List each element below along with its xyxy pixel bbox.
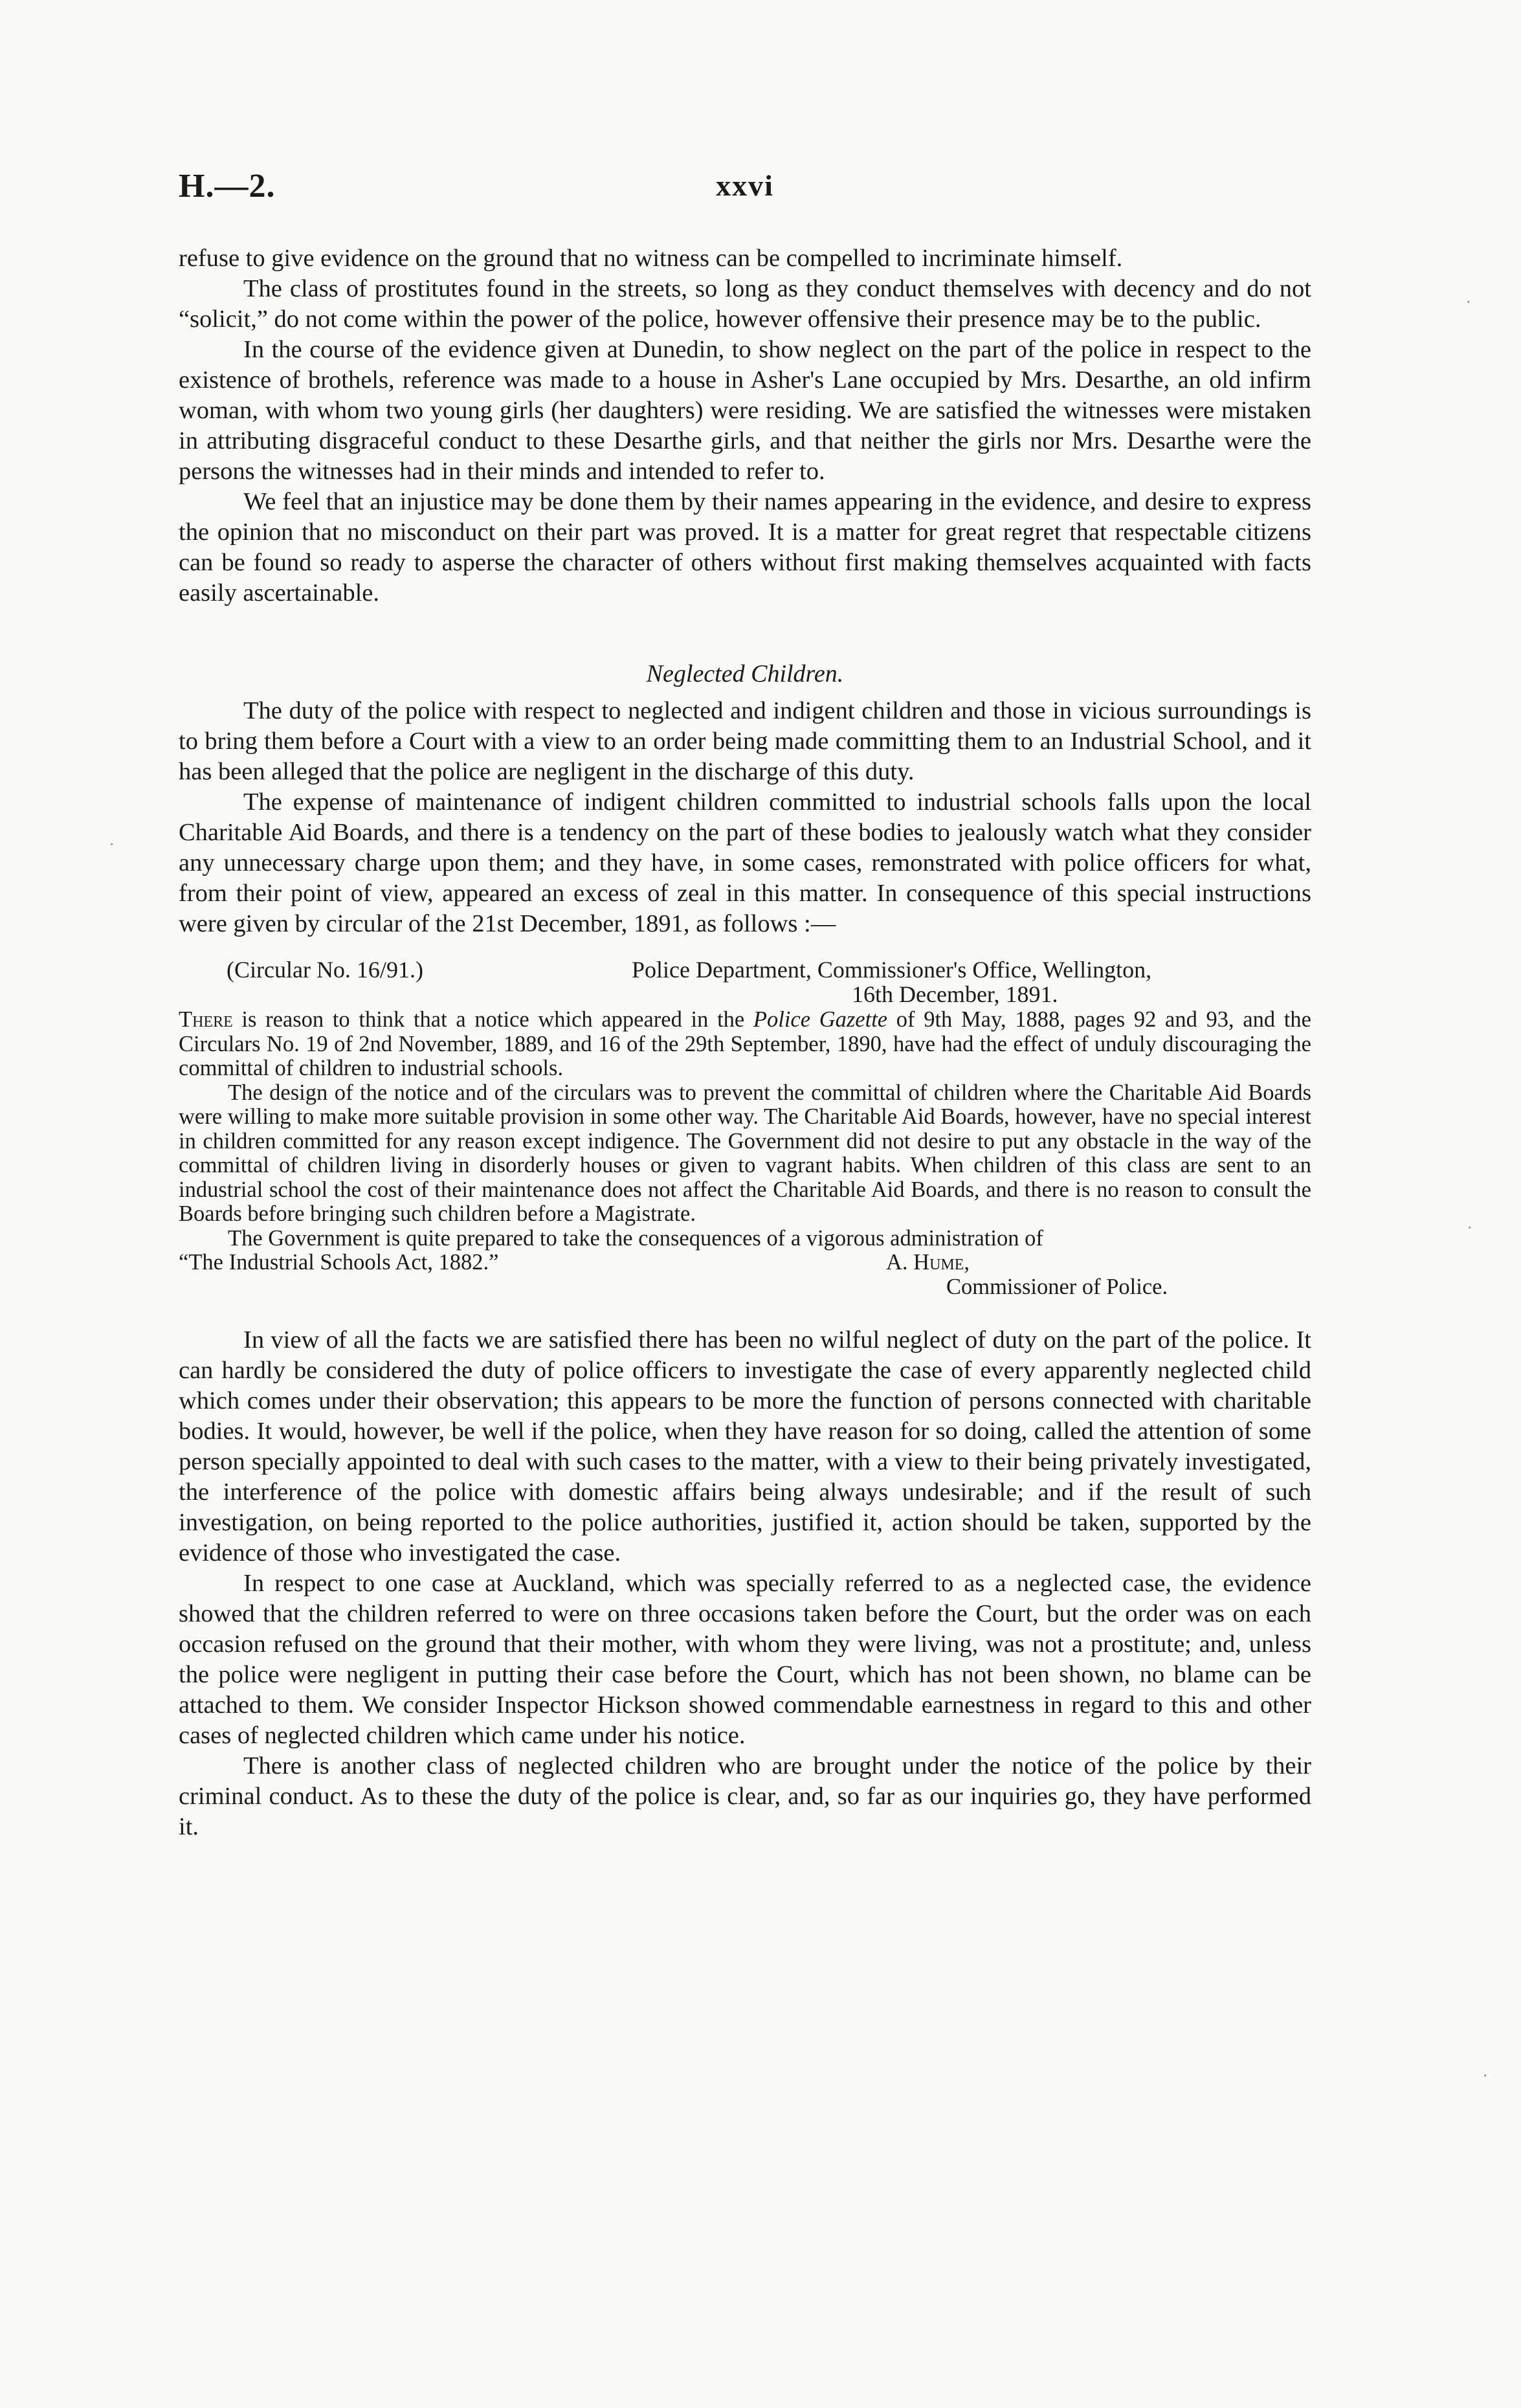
scan-speck: · bbox=[109, 835, 115, 855]
document-code: H.—2. bbox=[179, 168, 276, 205]
page-number: xxvi bbox=[716, 169, 774, 202]
page-header bbox=[179, 167, 1311, 219]
text-run: is reason to think that a notice which appeared in the bbox=[232, 1007, 753, 1032]
circular-paragraph bbox=[179, 1008, 1311, 1081]
section-heading: Neglected Children. bbox=[646, 660, 844, 687]
act-title: “The Industrial Schools Act, 1882.” bbox=[179, 1250, 499, 1275]
signature-initial: A. bbox=[886, 1250, 914, 1275]
page-body bbox=[179, 243, 1311, 1842]
circular-paragraph: The design of the notice and of the circulars was to prevent the committal of children where the Charitable Aid Boards were willing to make more suitable provision in some other way. The Charitable Aid Boards, however, have no special interest in children committed for any reason except indigence. The Government did not desire to put any obstacle in the way of the committal of children living in disorderly houses or given to vagrant habits. When children of this class are sent to an industrial school the cost of their maintenance does not affect the Charitable Aid Boards, and there is no reason to consult the Boards before bringing such children before a Magistrate. bbox=[179, 1080, 1311, 1226]
circular-paragraph: The Government is quite prepared to take the consequences of a vigorous administration of bbox=[228, 1225, 1043, 1251]
signature-title: Commissioner of Police. bbox=[946, 1274, 1168, 1299]
scan-speck: · bbox=[1482, 2066, 1489, 2086]
text-run: of 9th May, 1888, pages 92 and 93, and the Circulars No. 19 of 2nd November, 1889, and 16 of the 29th September, 1890, have had the effect of unduly discouraging the committal of children to industrial schools. bbox=[179, 1007, 1311, 1080]
paragraph: refuse to give evidence on the ground that no witness can be compelled to incriminate himself. bbox=[179, 245, 1123, 272]
gazette-title: Police Gazette bbox=[753, 1007, 888, 1032]
paragraph: There is another class of neglected children who are brought under the notice of the police by their criminal conduct. As to these the duty of the police is clear, and, so far as our inquiries go, they have performed it. bbox=[179, 1752, 1311, 1840]
paragraph: In the course of the evidence given at Dunedin, to show neglect on the part of the police in respect to the existence of brothels, reference was made to a house in Asher's Lane occupied by Mrs. Desarthe, an old infirm woman, with whom two young girls (her daughters) were residing. We are satisfied the witnesses were mistaken in attributing disgraceful conduct to these Desarthe girls, and that neither the girls nor Mrs. Desarthe were the persons the witnesses had in their minds and intended to refer to. bbox=[179, 336, 1311, 485]
signature-line bbox=[179, 1251, 1311, 1275]
circular-header bbox=[179, 957, 1311, 1008]
circular-number: (Circular No. 16/91.) bbox=[227, 957, 423, 983]
paragraph: We feel that an injustice may be done them by their names appearing in the evidence, and desire to express the opinion that no misconduct on their part was proved. It is a matter for great regret that respectable citizens can be found so ready to asperse the character of others without first making themselves acquainted with facts easily ascertainable. bbox=[179, 488, 1311, 607]
scan-speck: · bbox=[1467, 1218, 1473, 1238]
paragraph: The duty of the police with respect to neglected and indigent children and those in vicious surroundings is to bring them before a Court with a view to an order being made committing them to an Industrial School, and it has been alleged that the police are negligent in the discharge of this duty. bbox=[179, 697, 1311, 785]
lead-word: There bbox=[179, 1007, 233, 1032]
paragraph: In respect to one case at Auckland, which was specially referred to as a neglected case, the evidence showed that the children referred to were on three occasions taken before the Court, but the order was on each occasion refused on the ground that their mother, with whom they were living, was not a prostitute; and, unless the police were negligent in putting their case before the Court, which has not been shown, no blame can be attached to them. We consider Inspector Hickson showed commendable earnestness in regard to this and other cases of neglected children which came under his notice. bbox=[179, 1570, 1311, 1749]
scan-speck: · bbox=[1465, 293, 1472, 313]
paragraph: In view of all the facts we are satisfied there has been no wilful neglect of duty on the part of the police. It can hardly be considered the duty of police officers to investigate the case of every apparently neglected child which comes under their observation; this appears to be more the function of persons connected with charitable bodies. It would, however, be well if the police, when they have reason for so doing, called the attention of some person specially appointed to deal with such cases to the matter, with a view to their being privately investigated, the interference of the police with domestic affairs being always undesirable; and if the result of such investigation, on being reported to the police authorities, justified it, action should be taken, supported by the evidence of those who investigated the case. bbox=[179, 1326, 1311, 1566]
signature bbox=[886, 1251, 970, 1275]
circular-quote bbox=[179, 957, 1311, 1299]
circular-department: Police Department, Commissioner's Office, Wellington, bbox=[632, 957, 1152, 983]
signature-name: Hume, bbox=[913, 1250, 970, 1275]
paragraph: The class of prostitutes found in the streets, so long as they conduct themselves with decency and do not “solicit,” do not come within the power of the police, however offensive their presence may be to the public. bbox=[179, 275, 1311, 333]
circular-date: 16th December, 1891. bbox=[852, 981, 1058, 1007]
paragraph: The expense of maintenance of indigent children committed to industrial schools falls upon the local Charitable Aid Boards, and there is a tendency on the part of these bodies to jealously watch what they consider any unnecessary charge upon them; and they have, in some cases, remonstrated with police officers for what, from their point of view, appeared an excess of zeal in this matter. In consequence of this special instructions were given by circular of the 21st December, 1891, as follows :— bbox=[179, 788, 1311, 937]
